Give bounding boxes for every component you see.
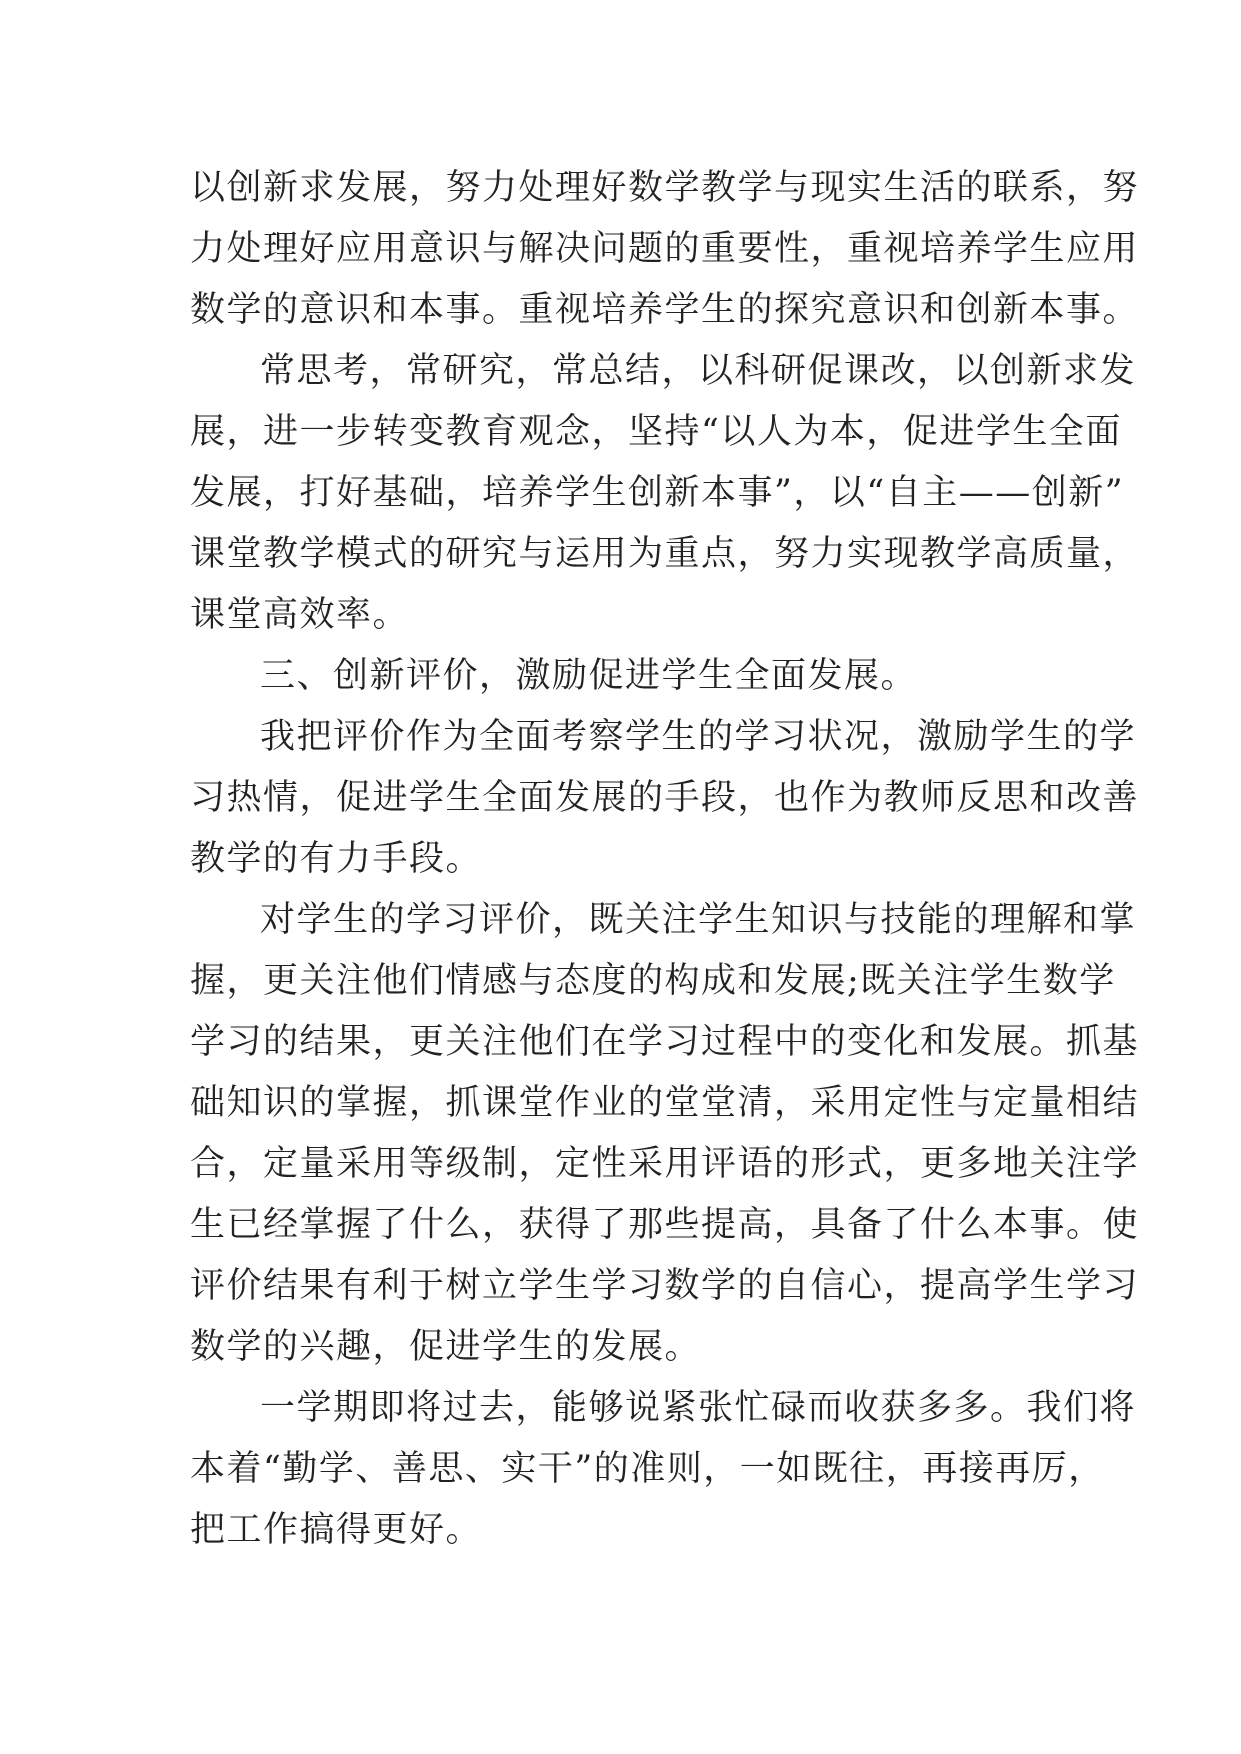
document-body [190, 158, 1140, 1561]
text-line: 把工作搞得更好。 [190, 1510, 483, 1550]
paragraph-6 [190, 1378, 1137, 1561]
paragraph-1 [190, 158, 1140, 341]
text-line: 础知识的掌握，抓课堂作业的堂堂清，采用定性与定量相结 [190, 1083, 1140, 1123]
text-line: 学习的结果，更关注他们在学习过程中的变化和发展。抓基 [190, 1022, 1140, 1062]
text-line: 数学的兴趣，促进学生的发展。 [190, 1327, 702, 1367]
text-line: 三、创新评价，激励促进学生全面发展。 [260, 656, 918, 696]
text-line: 合，定量采用等级制，定性采用评语的形式，更多地关注学 [190, 1144, 1140, 1184]
section-heading-3 [190, 646, 1070, 707]
text-line: 教学的有力手段。 [190, 839, 483, 879]
text-line: 力处理好应用意识与解决问题的重要性，重视培养学生应用 [190, 229, 1140, 269]
text-line: 课堂教学模式的研究与运用为重点，努力实现教学高质量， [190, 534, 1140, 574]
paragraph-2 [190, 341, 1140, 646]
text-line: 评价结果有利于树立学生学习数学的自信心，提高学生学习 [190, 1266, 1140, 1306]
text-line: 生已经掌握了什么，获得了那些提高，具备了什么本事。使 [190, 1205, 1140, 1245]
text-line: 一学期即将过去，能够说紧张忙碌而收获多多。我们将 [260, 1388, 1137, 1428]
paragraph-5 [190, 890, 1140, 1378]
text-line: 以创新求发展，努力处理好数学教学与现实生活的联系，努 [190, 168, 1140, 208]
text-line: 习热情，促进学生全面发展的手段，也作为教师反思和改善 [190, 778, 1140, 818]
text-line: 握，更关注他们情感与态度的构成和发展;既关注学生数学 [190, 961, 1116, 1001]
text-line: 课堂高效率。 [190, 595, 410, 635]
text-line: 常思考，常研究，常总结，以科研促课改，以创新求发 [260, 351, 1137, 391]
text-line: 发展，打好基础，培养学生创新本事”，以“自主——创新” [190, 473, 1125, 513]
paragraph-4 [190, 707, 1140, 890]
text-line: 数学的意识和本事。重视培养学生的探究意识和创新本事。 [190, 290, 1140, 330]
text-line: 本着“勤学、善思、实干”的准则，一如既往，再接再厉， [190, 1449, 1105, 1489]
text-line: 对学生的学习评价，既关注学生知识与技能的理解和掌 [260, 900, 1137, 940]
text-line: 我把评价作为全面考察学生的学习状况，激励学生的学 [260, 717, 1137, 757]
text-line: 展，进一步转变教育观念，坚持“以人为本，促进学生全面 [190, 412, 1122, 452]
